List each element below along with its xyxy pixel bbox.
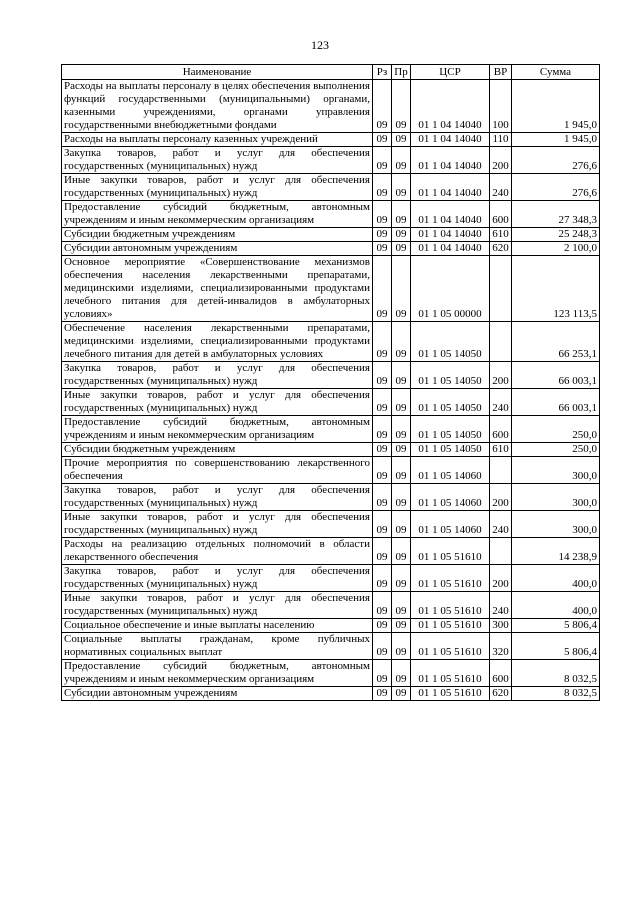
row-name-cell: Предоставление субсидий бюджетным, автономным учреждениям и иным некоммерческим организациям (62, 416, 373, 443)
row-rz-cell: 09 (373, 389, 392, 416)
row-name-cell: Иные закупки товаров, работ и услуг для обеспечения государственных (муниципальных) нужд (62, 592, 373, 619)
row-sum-cell: 2 100,0 (512, 242, 600, 256)
page-number: 123 (311, 38, 329, 52)
row-csr-cell: 01 1 05 14060 (411, 484, 490, 511)
table-row (62, 228, 600, 242)
row-name-cell: Субсидии бюджетным учреждениям (62, 443, 373, 457)
row-rz-cell: 09 (373, 619, 392, 633)
table-header-row (62, 65, 600, 80)
row-vr-cell: 240 (490, 511, 512, 538)
row-pr-cell: 09 (392, 80, 411, 133)
row-name-cell: Расходы на выплаты персоналу в целях обеспечения выполнения функций государственными (муниципальными) органами, казенными учреждениями, органами управления государственными внебюджетными фондами (62, 80, 373, 133)
header-vr: ВР (490, 65, 512, 80)
row-name-cell: Расходы на выплаты персоналу казенных учреждений (62, 133, 373, 147)
row-csr-cell: 01 1 04 14040 (411, 242, 490, 256)
row-csr-cell: 01 1 04 14040 (411, 174, 490, 201)
row-vr-cell: 100 (490, 80, 512, 133)
row-sum-cell: 276,6 (512, 147, 600, 174)
row-vr-cell (490, 538, 512, 565)
table-row (62, 660, 600, 687)
table-row (62, 416, 600, 443)
row-sum-cell: 5 806,4 (512, 619, 600, 633)
table-row (62, 511, 600, 538)
row-name-cell: Закупка товаров, работ и услуг для обеспечения государственных (муниципальных) нужд (62, 565, 373, 592)
row-pr-cell: 09 (392, 322, 411, 362)
row-name-cell: Предоставление субсидий бюджетным, автономным учреждениям и иным некоммерческим организациям (62, 201, 373, 228)
row-sum-cell: 250,0 (512, 443, 600, 457)
row-name-cell: Предоставление субсидий бюджетным, автономным учреждениям и иным некоммерческим организациям (62, 660, 373, 687)
row-sum-cell: 66 253,1 (512, 322, 600, 362)
row-rz-cell: 09 (373, 201, 392, 228)
header-name: Наименование (62, 65, 373, 80)
row-csr-cell: 01 1 04 14040 (411, 201, 490, 228)
row-rz-cell: 09 (373, 174, 392, 201)
row-name-cell: Обеспечение населения лекарственными препаратами, медицинскими изделиями, специализированными продуктами лечебного питания для детей в амбулаторных условиях (62, 322, 373, 362)
row-pr-cell: 09 (392, 133, 411, 147)
row-pr-cell: 09 (392, 362, 411, 389)
row-csr-cell: 01 1 05 51610 (411, 538, 490, 565)
row-rz-cell: 09 (373, 322, 392, 362)
row-pr-cell: 09 (392, 592, 411, 619)
table-row (62, 147, 600, 174)
row-vr-cell: 110 (490, 133, 512, 147)
row-rz-cell: 09 (373, 147, 392, 174)
row-pr-cell: 09 (392, 538, 411, 565)
row-pr-cell: 09 (392, 633, 411, 660)
row-vr-cell: 600 (490, 660, 512, 687)
row-sum-cell: 276,6 (512, 174, 600, 201)
table-row (62, 242, 600, 256)
row-pr-cell: 09 (392, 484, 411, 511)
row-csr-cell: 01 1 05 51610 (411, 592, 490, 619)
row-rz-cell: 09 (373, 228, 392, 242)
row-csr-cell: 01 1 04 14040 (411, 133, 490, 147)
row-name-cell: Расходы на реализацию отдельных полномочий в области лекарственного обеспечения (62, 538, 373, 565)
row-csr-cell: 01 1 04 14040 (411, 147, 490, 174)
table-row (62, 538, 600, 565)
row-csr-cell: 01 1 05 51610 (411, 565, 490, 592)
row-name-cell: Иные закупки товаров, работ и услуг для обеспечения государственных (муниципальных) нужд (62, 174, 373, 201)
row-rz-cell: 09 (373, 443, 392, 457)
row-rz-cell: 09 (373, 362, 392, 389)
row-vr-cell: 620 (490, 242, 512, 256)
row-rz-cell: 09 (373, 256, 392, 322)
row-sum-cell: 1 945,0 (512, 133, 600, 147)
header-csr: ЦСР (411, 65, 490, 80)
row-sum-cell: 300,0 (512, 484, 600, 511)
row-sum-cell: 400,0 (512, 592, 600, 619)
row-sum-cell: 5 806,4 (512, 633, 600, 660)
row-sum-cell: 8 032,5 (512, 660, 600, 687)
row-csr-cell: 01 1 04 14040 (411, 80, 490, 133)
table-row (62, 457, 600, 484)
row-vr-cell: 300 (490, 619, 512, 633)
row-sum-cell: 300,0 (512, 457, 600, 484)
row-name-cell: Социальные выплаты гражданам, кроме публичных нормативных социальных выплат (62, 633, 373, 660)
row-sum-cell: 123 113,5 (512, 256, 600, 322)
row-sum-cell: 25 248,3 (512, 228, 600, 242)
row-name-cell: Социальное обеспечение и иные выплаты населению (62, 619, 373, 633)
row-pr-cell: 09 (392, 174, 411, 201)
row-vr-cell (490, 457, 512, 484)
row-rz-cell: 09 (373, 133, 392, 147)
row-vr-cell (490, 256, 512, 322)
row-pr-cell: 09 (392, 511, 411, 538)
budget-table (61, 64, 600, 701)
row-sum-cell: 27 348,3 (512, 201, 600, 228)
row-pr-cell: 09 (392, 416, 411, 443)
row-name-cell: Иные закупки товаров, работ и услуг для обеспечения государственных (муниципальных) нужд (62, 511, 373, 538)
row-csr-cell: 01 1 04 14040 (411, 228, 490, 242)
row-csr-cell: 01 1 05 14050 (411, 416, 490, 443)
row-vr-cell: 240 (490, 592, 512, 619)
table-row (62, 687, 600, 701)
row-vr-cell: 200 (490, 565, 512, 592)
row-name-cell: Иные закупки товаров, работ и услуг для обеспечения государственных (муниципальных) нужд (62, 389, 373, 416)
row-csr-cell: 01 1 05 14060 (411, 511, 490, 538)
table-row (62, 484, 600, 511)
row-rz-cell: 09 (373, 457, 392, 484)
header-sum: Сумма (512, 65, 600, 80)
row-csr-cell: 01 1 05 14060 (411, 457, 490, 484)
row-sum-cell: 8 032,5 (512, 687, 600, 701)
row-sum-cell: 300,0 (512, 511, 600, 538)
row-sum-cell: 400,0 (512, 565, 600, 592)
row-pr-cell: 09 (392, 201, 411, 228)
row-vr-cell: 200 (490, 147, 512, 174)
row-vr-cell: 240 (490, 389, 512, 416)
row-pr-cell: 09 (392, 619, 411, 633)
row-rz-cell: 09 (373, 80, 392, 133)
table-row (62, 619, 600, 633)
row-rz-cell: 09 (373, 242, 392, 256)
table-row (62, 362, 600, 389)
row-csr-cell: 01 1 05 14050 (411, 322, 490, 362)
table-row (62, 174, 600, 201)
row-sum-cell: 66 003,1 (512, 389, 600, 416)
row-sum-cell: 1 945,0 (512, 80, 600, 133)
row-pr-cell: 09 (392, 389, 411, 416)
row-pr-cell: 09 (392, 228, 411, 242)
row-pr-cell: 09 (392, 660, 411, 687)
table-row (62, 389, 600, 416)
table-row (62, 201, 600, 228)
row-pr-cell: 09 (392, 457, 411, 484)
row-rz-cell: 09 (373, 511, 392, 538)
row-rz-cell: 09 (373, 565, 392, 592)
header-rz: Рз (373, 65, 392, 80)
table-row (62, 80, 600, 133)
row-rz-cell: 09 (373, 592, 392, 619)
row-pr-cell: 09 (392, 443, 411, 457)
row-rz-cell: 09 (373, 538, 392, 565)
table-row (62, 443, 600, 457)
row-csr-cell: 01 1 05 14050 (411, 443, 490, 457)
row-name-cell: Прочие мероприятия по совершенствованию лекарственного обеспечения (62, 457, 373, 484)
row-rz-cell: 09 (373, 484, 392, 511)
table-row (62, 322, 600, 362)
row-vr-cell: 600 (490, 416, 512, 443)
row-csr-cell: 01 1 05 00000 (411, 256, 490, 322)
row-csr-cell: 01 1 05 51610 (411, 633, 490, 660)
row-name-cell: Субсидии автономным учреждениям (62, 242, 373, 256)
row-vr-cell: 240 (490, 174, 512, 201)
row-pr-cell: 09 (392, 565, 411, 592)
row-name-cell: Субсидии автономным учреждениям (62, 687, 373, 701)
row-vr-cell: 620 (490, 687, 512, 701)
row-vr-cell: 200 (490, 362, 512, 389)
row-vr-cell (490, 322, 512, 362)
row-csr-cell: 01 1 05 14050 (411, 362, 490, 389)
row-vr-cell: 320 (490, 633, 512, 660)
table-row (62, 133, 600, 147)
row-vr-cell: 610 (490, 443, 512, 457)
row-name-cell: Субсидии бюджетным учреждениям (62, 228, 373, 242)
row-sum-cell: 250,0 (512, 416, 600, 443)
row-name-cell: Закупка товаров, работ и услуг для обеспечения государственных (муниципальных) нужд (62, 362, 373, 389)
row-name-cell: Закупка товаров, работ и услуг для обеспечения государственных (муниципальных) нужд (62, 484, 373, 511)
row-rz-cell: 09 (373, 633, 392, 660)
table-row (62, 592, 600, 619)
row-name-cell: Закупка товаров, работ и услуг для обеспечения государственных (муниципальных) нужд (62, 147, 373, 174)
row-vr-cell: 610 (490, 228, 512, 242)
row-pr-cell: 09 (392, 242, 411, 256)
row-csr-cell: 01 1 05 14050 (411, 389, 490, 416)
row-pr-cell: 09 (392, 147, 411, 174)
row-pr-cell: 09 (392, 687, 411, 701)
header-pr: Пр (392, 65, 411, 80)
table-row (62, 256, 600, 322)
row-csr-cell: 01 1 05 51610 (411, 687, 490, 701)
row-csr-cell: 01 1 05 51610 (411, 619, 490, 633)
table-row (62, 565, 600, 592)
row-name-cell: Основное мероприятие «Совершенствование механизмов обеспечения населения лекарственными препаратами, медицинскими изделиями, специализированными продуктами лечебного питания для детей-инвалидов в амбулаторных условиях» (62, 256, 373, 322)
row-rz-cell: 09 (373, 687, 392, 701)
row-sum-cell: 14 238,9 (512, 538, 600, 565)
row-pr-cell: 09 (392, 256, 411, 322)
table-row (62, 633, 600, 660)
row-rz-cell: 09 (373, 416, 392, 443)
row-sum-cell: 66 003,1 (512, 362, 600, 389)
row-rz-cell: 09 (373, 660, 392, 687)
row-vr-cell: 600 (490, 201, 512, 228)
table-body (62, 80, 600, 701)
row-csr-cell: 01 1 05 51610 (411, 660, 490, 687)
row-vr-cell: 200 (490, 484, 512, 511)
